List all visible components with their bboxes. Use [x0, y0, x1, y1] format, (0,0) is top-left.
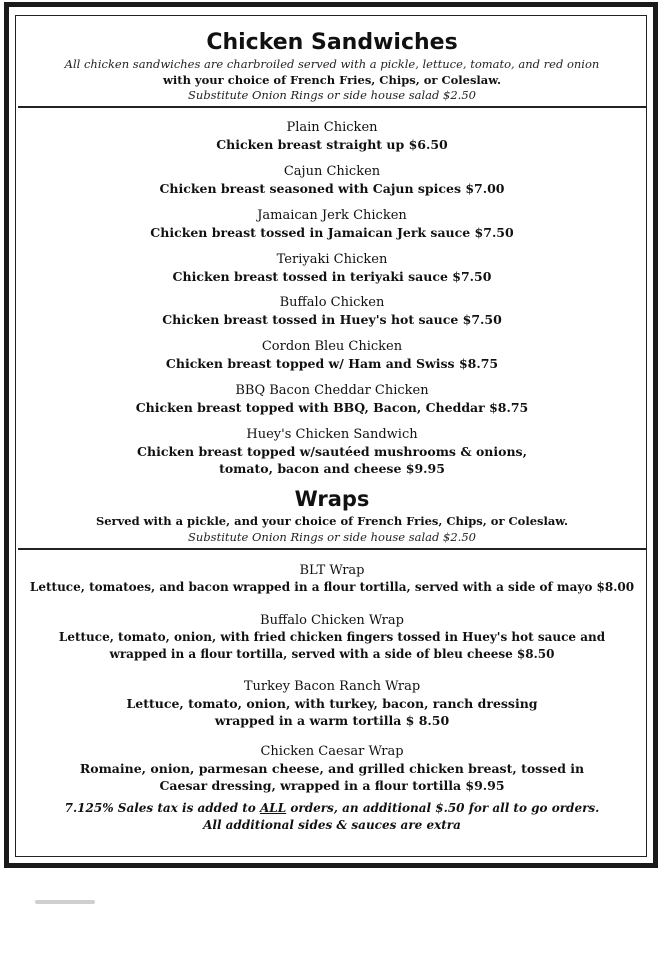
menu-item-cordon-bleu-chicken — [40, 338, 624, 372]
item-name: Huey's Chicken Sandwich — [246, 427, 418, 442]
item-desc-cont: tomato, bacon and cheese $9.95 — [219, 461, 445, 476]
item-name: BBQ Bacon Cheddar Chicken — [235, 383, 429, 398]
menu-item-teriyaki-chicken — [40, 251, 624, 285]
sandwiches-title: Chicken Sandwiches — [206, 30, 458, 55]
wraps-intro-1: Served with a pickle, and your choice of French Fries, Chips, or Coleslaw. — [95, 514, 569, 528]
item-name: Turkey Bacon Ranch Wrap — [243, 679, 421, 694]
menu-item-bbq-bacon-cheddar-chicken — [40, 382, 624, 416]
item-desc: Chicken breast tossed in teriyaki sauce $7.50 — [172, 269, 492, 284]
menu-item-turkey-bacon-ranch-wrap — [40, 678, 624, 729]
item-desc: Lettuce, tomato, onion, with fried chicken fingers tossed in Huey's hot sauce and — [58, 630, 606, 644]
item-desc-cont: wrapped in a warm tortilla $ 8.50 — [214, 713, 450, 728]
item-name: Cajun Chicken — [283, 164, 381, 179]
item-desc: Chicken breast tossed in Jamaican Jerk sauce $7.50 — [150, 225, 514, 240]
item-desc: Romaine, onion, parmesan cheese, and grilled chicken breast, tossed in — [79, 761, 585, 776]
item-name: Chicken Caesar Wrap — [260, 744, 404, 759]
item-desc: Chicken breast tossed in Huey's hot sauce $7.50 — [162, 312, 502, 327]
sides-note: All additional sides & sauces are extra — [203, 818, 461, 832]
item-desc: Chicken breast topped w/sautéed mushrooms & onions, — [137, 444, 527, 459]
item-desc: Chicken breast topped with BBQ, Bacon, Cheddar $8.75 — [135, 400, 529, 415]
item-desc: Chicken breast seasoned with Cajun spices $7.00 — [159, 181, 505, 196]
item-name: Jamaican Jerk Chicken — [257, 208, 407, 223]
item-desc-cont: Caesar dressing, wrapped in a flour tortilla $9.95 — [159, 778, 505, 793]
menu-item-chicken-caesar-wrap — [40, 743, 624, 794]
item-name: Plain Chicken — [286, 120, 378, 135]
item-name: BLT Wrap — [299, 563, 365, 578]
tax-note-post: orders, an additional $.50 for all to go orders. — [286, 801, 600, 815]
sandwiches-divider — [18, 106, 646, 108]
wraps-title: Wraps — [294, 487, 370, 511]
item-desc: Lettuce, tomatoes, and bacon wrapped in a flour tortilla, served with a side of mayo $8.00 — [29, 580, 635, 594]
sandwiches-intro-1: All chicken sandwiches are charbroiled served with a pickle, lettuce, tomato, and red onion — [64, 57, 600, 71]
wraps-divider — [18, 548, 646, 550]
item-name: Cordon Bleu Chicken — [261, 339, 403, 354]
item-name: Teriyaki Chicken — [276, 252, 388, 267]
menu-item-jamaican-jerk-chicken — [40, 207, 624, 241]
item-desc: Lettuce, tomato, onion, with turkey, bacon, ranch dressing — [126, 696, 538, 711]
wraps-intro-2: Substitute Onion Rings or side house salad $2.50 — [188, 530, 476, 544]
tax-note-pre: 7.125% Sales tax is added to — [64, 801, 260, 815]
menu-item-hueys-chicken-sandwich — [40, 426, 624, 477]
tax-note-all: ALL — [260, 801, 287, 815]
item-desc: Chicken breast topped w/ Ham and Swiss $8.75 — [165, 356, 499, 371]
item-desc-cont: wrapped in a flour tortilla, served with a side of bleu cheese $8.50 — [109, 647, 555, 661]
tax-note — [0, 800, 664, 817]
menu-item-cajun-chicken — [40, 163, 624, 197]
item-desc: Chicken breast straight up $6.50 — [216, 137, 448, 152]
menu-item-plain-chicken — [40, 119, 624, 153]
item-name: Buffalo Chicken — [279, 295, 385, 310]
menu-item-blt-wrap — [20, 562, 644, 596]
sandwiches-intro-2: with your choice of French Fries, Chips, or Coleslaw. — [162, 73, 501, 87]
sandwiches-intro-3: Substitute Onion Rings or side house salad $2.50 — [188, 88, 476, 102]
menu-item-buffalo-chicken-wrap — [20, 612, 644, 663]
menu-item-buffalo-chicken — [40, 294, 624, 328]
item-name: Buffalo Chicken Wrap — [260, 613, 404, 628]
